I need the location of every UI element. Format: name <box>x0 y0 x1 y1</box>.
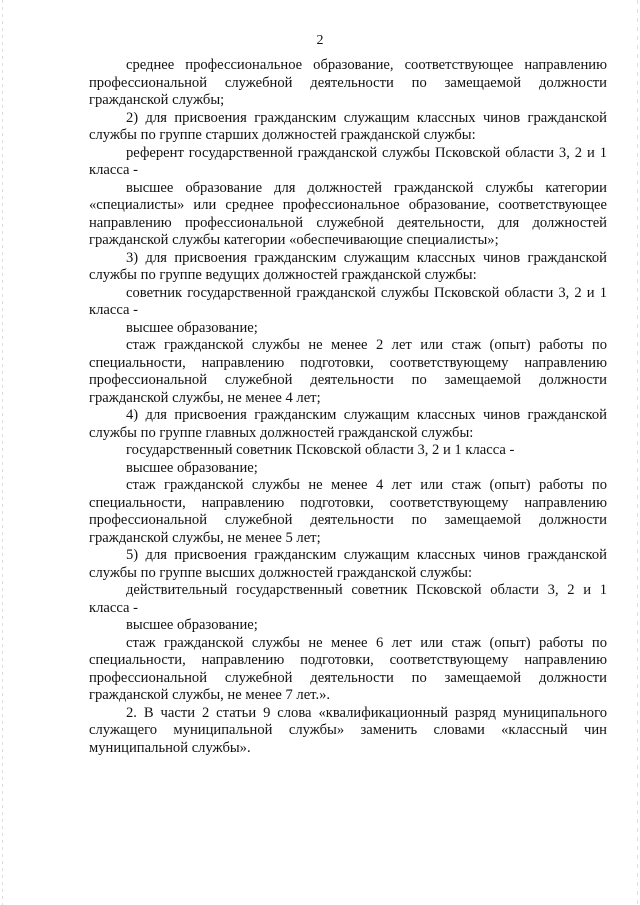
paragraph-experience-6-years: стаж гражданской службы не менее 6 лет или стаж (опыт) работы по специальности, направлению подготовки, соответствующему направлению профессиональной служебной деятельности по замещаемой должности гражданской службы, не менее 7 лет.». <box>89 634 607 703</box>
paragraph-referent-education: высшее образование для должностей гражданской службы категории «специалисты» или среднее профессиональное образование, соответствующее направлению профессиональной служебной деятельности, для должностей гражданской службы категории «обеспечивающие специалисты»; <box>89 179 607 248</box>
paragraph-item-4: 4) для присвоения гражданским служащим классных чинов гражданской службы по группе главных должностей гражданской службы: <box>89 407 607 441</box>
paragraph-higher-education: высшее образование; <box>126 319 258 336</box>
paragraph-item-3: 3) для присвоения гражданским служащим классных чинов гражданской службы по группе ведущих должностей гражданской службы: <box>89 249 607 283</box>
paragraph-experience-4-years: стаж гражданской службы не менее 4 лет или стаж (опыт) работы по специальности, направлению подготовки, соответствующему направлению профессиональной служебной деятельности по замещаемой должности гражданской службы, не менее 5 лет; <box>89 477 607 546</box>
page-number: 2 <box>316 33 324 48</box>
paragraph-higher-education: высшее образование; <box>126 459 258 476</box>
paragraph-state-advisor-rank: государственный советник Псковской области 3, 2 и 1 класса - <box>126 442 515 458</box>
paragraph-experience-2-years: стаж гражданской службы не менее 2 лет или стаж (опыт) работы по специальности, направлению подготовки, соответствующему направлению профессиональной служебной деятельности по замещаемой должности гражданской службы, не менее 4 лет; <box>89 337 607 406</box>
scan-edge-left <box>2 0 3 905</box>
paragraph-actual-state-advisor-rank: действительный государственный советник Псковской области 3, 2 и 1 класса - <box>89 582 607 616</box>
document-body <box>89 57 607 757</box>
paragraph-secondary-education: среднее профессиональное образование, соответствующее направлению профессиональной служебной деятельности по замещаемой должности гражданской службы; <box>89 57 607 108</box>
paragraph-advisor-rank: советник государственной гражданской службы Псковской области 3, 2 и 1 класса - <box>89 284 607 318</box>
paragraph-referent-rank: референт государственной гражданской службы Псковской области 3, 2 и 1 класса - <box>89 144 607 178</box>
paragraph-item-2: 2) для присвоения гражданским служащим классных чинов гражданской службы по группе старших должностей гражданской службы: <box>89 109 607 143</box>
paragraph-article-9-amendment: 2. В части 2 статьи 9 слова «квалификационный разряд муниципального служащего муниципальной службы» заменить словами «классный чин муниципальной службы». <box>89 704 607 756</box>
scan-edge-right <box>637 0 638 905</box>
paragraph-item-5: 5) для присвоения гражданским служащим классных чинов гражданской службы по группе высших должностей гражданской службы: <box>89 547 607 581</box>
paragraph-higher-education: высшее образование; <box>126 617 258 633</box>
